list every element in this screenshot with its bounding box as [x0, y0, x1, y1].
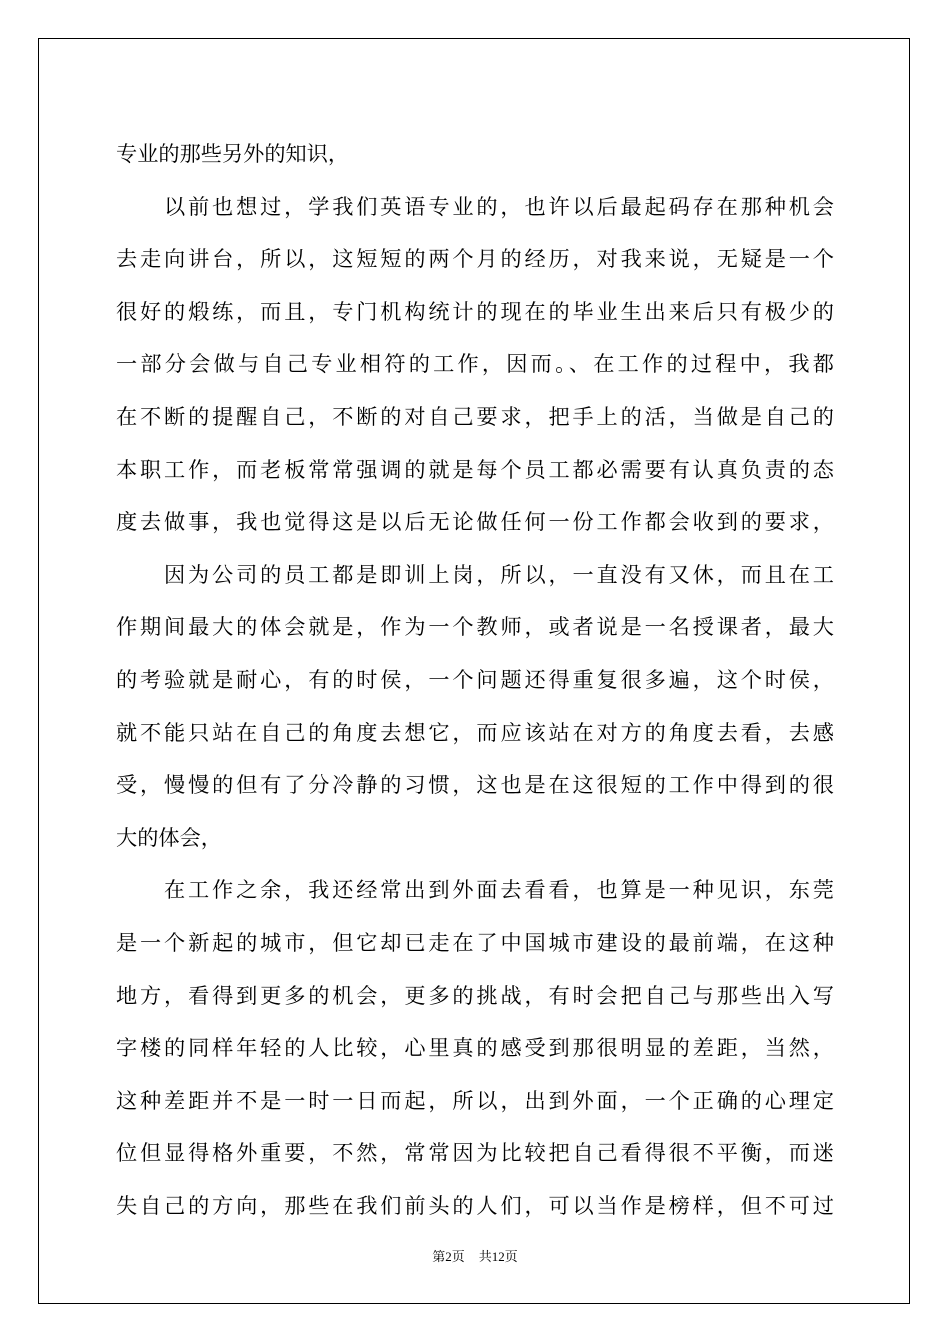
text-line: 作期间最大的体会就是，作为一个教师，或者说是一名授课者，最大: [116, 614, 834, 640]
text-line: 很好的煅练，而且，专门机构统计的现在的毕业生出来后只有极少的: [116, 298, 834, 324]
text-line: 专业的那些另外的知识，: [116, 141, 350, 166]
text-line: 在工作之余，我还经常出到外面去看看，也算是一种见识，东莞: [164, 877, 834, 903]
text-line: 位但显得格外重要，不然，常常因为比较把自己看得很不平衡，而迷: [116, 1140, 834, 1166]
text-line: 字楼的同样年轻的人比较，心里真的感受到那很明显的差距，当然，: [116, 1035, 834, 1061]
text-line: 大的体会，: [116, 824, 222, 850]
text-line: 本职工作，而老板常常强调的就是每个员工都必需要有认真负责的态: [116, 456, 834, 482]
text-line: 一部分会做与自己专业相符的工作，因而。、在工作的过程中，我都: [116, 351, 834, 377]
text-line: 去走向讲台，所以，这短短的两个月的经历，对我来说，无疑是一个: [116, 246, 834, 272]
text-line: 是一个新起的城市，但它却已走在了中国城市建设的最前端，在这种: [116, 929, 834, 955]
text-line: 度去做事，我也觉得这是以后无论做任何一份工作都会收到的要求，: [116, 509, 834, 535]
text-line: 因为公司的员工都是即训上岗，所以，一直没有又休，而且在工: [164, 561, 834, 587]
text-line: 以前也想过，学我们英语专业的，也许以后最起码存在那种机会: [164, 193, 834, 219]
text-line: 这种差距并不是一时一日而起，所以，出到外面，一个正确的心理定: [116, 1087, 834, 1113]
text-line: 就不能只站在自己的角度去想它，而应该站在对方的角度去看，去感: [116, 719, 834, 745]
total-pages-label: 共12页: [478, 1249, 518, 1264]
current-page-label: 第2页: [432, 1249, 465, 1264]
text-line: 失自己的方向，那些在我们前头的人们，可以当作是榜样，但不可过: [116, 1192, 834, 1218]
text-line: 在不断的提醒自己，不断的对自己要求，把手上的活，当做是自己的: [116, 403, 834, 429]
text-line: 受，慢慢的但有了分冷静的习惯，这也是在这很短的工作中得到的很: [116, 772, 834, 798]
text-line: 的考验就是耐心，有的时侯，一个问题还得重复很多遍，这个时侯，: [116, 666, 834, 692]
page-footer: [0, 1248, 950, 1266]
document-body: [116, 128, 834, 1232]
text-line: 地方，看得到更多的机会，更多的挑战，有时会把自己与那些出入写: [116, 982, 834, 1008]
